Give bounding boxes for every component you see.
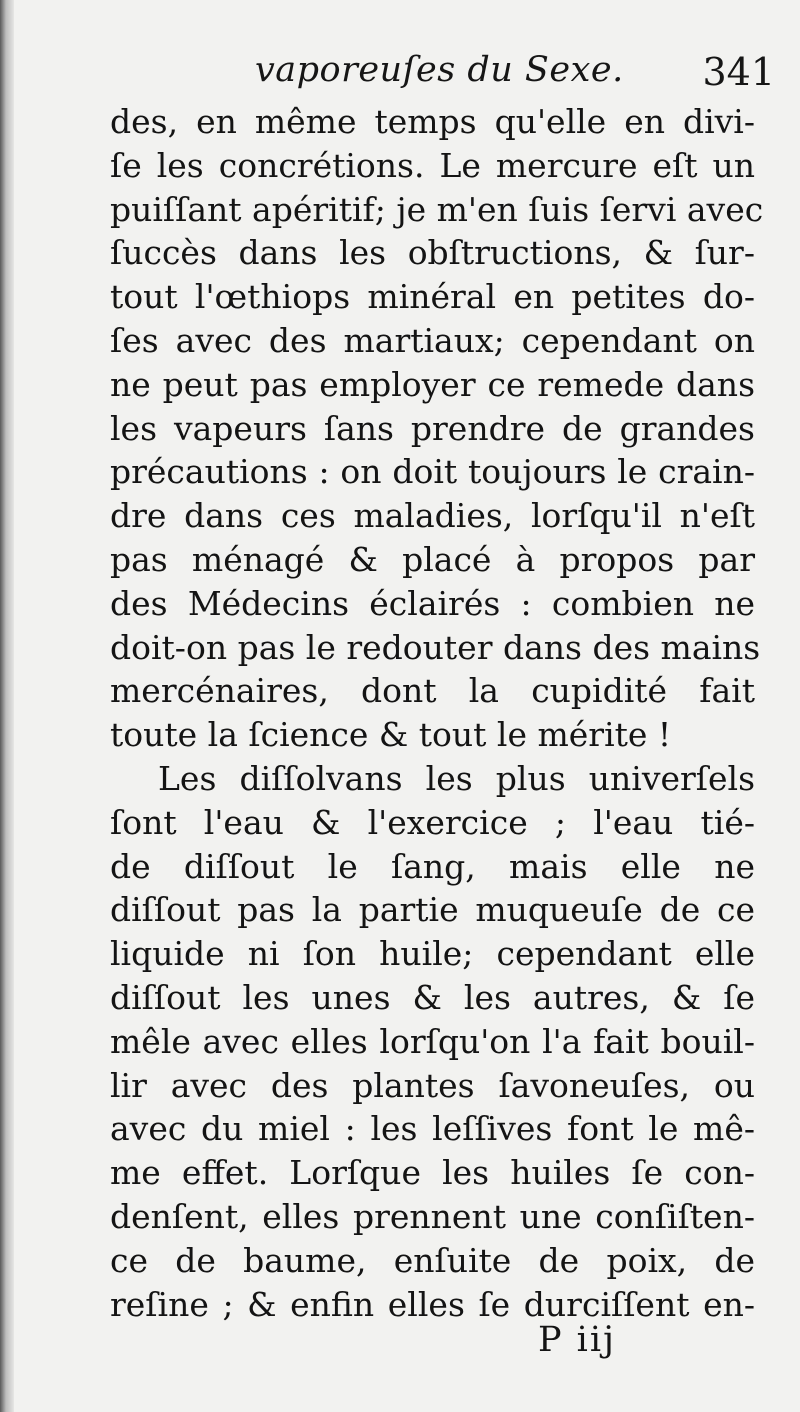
text-line: précautions : on doit toujours le crain- <box>110 452 755 492</box>
text-line: ſe les concrétions. Le mercure eſt un <box>110 145 755 185</box>
text-line: ce de baume, enſuite de poix, de <box>110 1240 755 1280</box>
text-line: ſuccès dans les obſtructions, & ſur- <box>110 233 755 273</box>
text-line: toute la ſcience & tout le mérite ! <box>110 715 672 755</box>
text-line: reſine ; & enfin elles ſe durciſſent en- <box>110 1284 755 1324</box>
text-line: de diſſout le ſang, mais elle ne <box>110 846 755 886</box>
page-number: 341 <box>702 50 775 94</box>
text-line: Les diſſolvans les plus univerſels <box>158 758 755 798</box>
text-line: mercénaires, dont la cupidité fait <box>110 671 755 711</box>
text-line: avec du miel : les leſſives font le mê- <box>110 1109 755 1149</box>
text-line: lir avec des plantes ſavoneuſes, ou <box>110 1065 755 1105</box>
running-title: vaporeuſes du Sexe. <box>255 50 624 90</box>
text-line: les vapeurs ſans prendre de grandes <box>110 408 755 448</box>
page-header <box>255 50 775 102</box>
text-line: diſſout pas la partie muqueuſe de ce <box>110 890 755 930</box>
text-line: puiſſant apéritif; je m'en ſuis ſervi avec <box>110 189 764 229</box>
text-line: pas ménagé & placé à propos par <box>110 539 755 579</box>
text-line: mêle avec elles lorſqu'on l'a fait bouil- <box>110 1021 755 1061</box>
text-line: des, en même temps qu'elle en divi- <box>110 102 755 141</box>
text-line: tout l'œthiops minéral en petites do- <box>110 277 755 317</box>
body-text <box>110 100 764 1326</box>
signature-mark: P iij <box>538 1320 616 1360</box>
text-line: diſſout les unes & les autres, & ſe <box>110 977 755 1017</box>
page-gutter-shadow <box>0 0 14 1412</box>
text-line: me effet. Lorſque les huiles ſe con- <box>110 1153 755 1193</box>
text-line: doit-on pas le redouter dans des mains <box>110 627 761 667</box>
text-line: dre dans ces maladies, lorſqu'il n'eſt <box>110 496 755 536</box>
text-line: liquide ni ſon huile; cependant elle <box>110 934 755 974</box>
text-line: ſes avec des martiaux; cependant on <box>110 320 755 360</box>
text-line: des Médecins éclairés : combien ne <box>110 583 755 623</box>
text-line: denſent, elles prennent une conſiſten- <box>110 1196 755 1236</box>
text-line: ſont l'eau & l'exercice ; l'eau tié- <box>110 802 755 842</box>
text-line: ne peut pas employer ce remede dans <box>110 364 755 404</box>
